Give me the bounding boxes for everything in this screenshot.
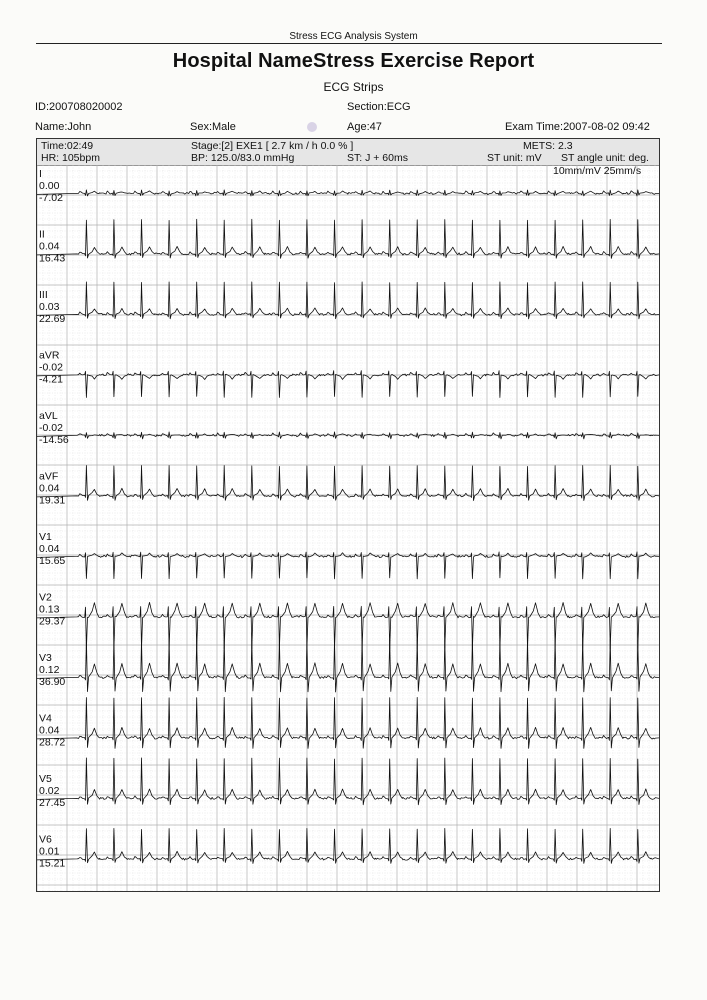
st-measure-point: ST: J + 60ms (347, 152, 408, 164)
scale-label: 10mm/mV 25mm/s (553, 165, 642, 177)
st-value: 0.03 (39, 301, 60, 313)
scan-smudge (307, 122, 317, 132)
patient-age: Age:47 (347, 121, 382, 133)
lead-name: V1 (39, 531, 52, 543)
st-value: 0.12 (39, 664, 60, 676)
st-value: 0.04 (39, 543, 60, 555)
st-slope-value: 29.37 (39, 615, 66, 628)
lead-v5 (37, 758, 659, 809)
ecg-strips (37, 165, 659, 891)
report-subtitle: ECG Strips (323, 80, 384, 94)
strip-time: Time:02:49 (41, 140, 94, 152)
st-slope-value: -7.02 (39, 192, 63, 204)
system-name: Stress ECG Analysis System (289, 31, 418, 42)
lead-name: aVF (39, 470, 59, 483)
st-angle-unit: ST angle unit: deg. (561, 152, 649, 164)
lead-name: I (39, 168, 42, 180)
st-slope-value: 27.45 (39, 797, 66, 809)
ecg-trace (37, 639, 659, 692)
ecg-trace (37, 828, 659, 863)
lead-name: aVL (39, 410, 58, 422)
lead-name: V3 (39, 652, 52, 664)
st-slope-value: -14.56 (39, 434, 69, 446)
patient-name: Name:John (35, 121, 92, 133)
st-value: 0.04 (39, 724, 60, 737)
patient-sex: Sex:Male (190, 121, 236, 133)
st-slope-value: 28.72 (39, 736, 66, 749)
lead-name: V2 (39, 591, 52, 604)
st-value: 0.01 (39, 845, 60, 858)
st-value: 0.02 (39, 785, 60, 797)
lead-name: V5 (39, 773, 52, 785)
st-slope-value: 16.43 (39, 252, 66, 265)
lead-avr (37, 350, 659, 398)
lead-ii (37, 219, 659, 264)
exercise-stage: Stage:[2] EXE1 [ 2.7 km / h 0.0 % ] (191, 140, 354, 152)
exam-time: Exam Time:2007-08-02 09:42 (505, 121, 650, 133)
lead-name: II (39, 228, 45, 241)
st-value: 0.04 (39, 482, 60, 495)
ecg-trace (37, 432, 659, 439)
st-value: -0.02 (39, 422, 63, 434)
st-slope-value: 36.90 (39, 676, 66, 688)
section-field: Section:ECG (347, 101, 411, 113)
ecg-trace (37, 602, 659, 649)
st-value: 0.00 (39, 180, 60, 192)
ecg-grid (37, 165, 659, 891)
patient-id: ID:200708020002 (35, 101, 123, 113)
st-slope-value: 19.31 (39, 494, 66, 507)
lead-name: III (39, 289, 48, 301)
heart-rate: HR: 105bpm (41, 152, 100, 164)
report-title: Hospital NameStress Exercise Report (172, 50, 535, 72)
blood-pressure: BP: 125.0/83.0 mmHg (191, 152, 295, 164)
st-slope-value: 15.21 (39, 857, 66, 870)
st-value: 0.13 (39, 603, 60, 616)
lead-name: aVR (39, 349, 60, 362)
strip-header (37, 139, 659, 166)
lead-avl (37, 410, 659, 446)
lead-name: V4 (39, 712, 52, 725)
st-slope-value: -4.21 (39, 373, 63, 386)
mets-value: METS: 2.3 (523, 140, 573, 152)
header-divider (36, 43, 662, 44)
lead-v2 (37, 592, 659, 650)
lead-iii (37, 282, 659, 325)
st-slope-value: 22.69 (39, 313, 66, 325)
ecg-trace (37, 282, 659, 319)
st-value: -0.02 (39, 361, 63, 374)
lead-v3 (37, 639, 659, 692)
st-slope-value: 15.65 (39, 555, 66, 567)
st-value: 0.04 (39, 240, 60, 253)
ecg-trace (37, 552, 659, 579)
lead-avf (37, 465, 659, 506)
st-unit: ST unit: mV (487, 152, 542, 164)
lead-name: V6 (39, 833, 52, 846)
